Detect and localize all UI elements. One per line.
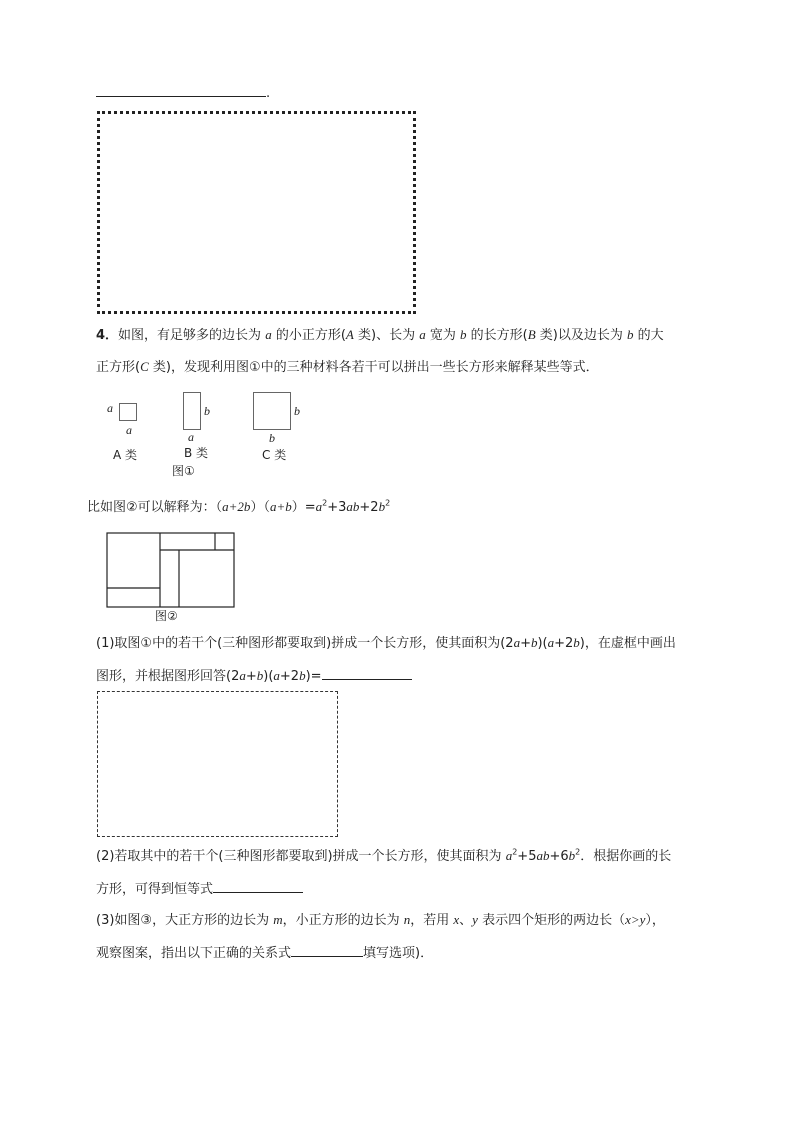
text: ）=: [291, 500, 316, 515]
square-c: [253, 392, 291, 430]
var: b: [626, 327, 634, 342]
example-line: [87, 497, 390, 518]
label-c-side: b: [294, 404, 300, 418]
part1-line2: [96, 665, 412, 687]
q4-line1: [96, 325, 664, 346]
var: ab: [536, 848, 550, 863]
var: a: [513, 635, 521, 650]
part2-line1: [96, 846, 671, 867]
text: 类)，发现利用图①中的三种材料各若干可以拼出一些长方形来解释某些等式．: [148, 360, 599, 375]
var: x>y: [625, 912, 646, 927]
var: x: [453, 912, 460, 927]
exponent: 2: [512, 847, 518, 857]
var: b: [530, 635, 538, 650]
text: 比如图②可以解释为：（: [87, 500, 223, 515]
expr: a: [315, 499, 323, 514]
text: 填写选项)．: [363, 946, 434, 961]
figure-1-title: 图①: [172, 464, 195, 478]
text: +: [245, 669, 257, 684]
var: b: [299, 668, 306, 683]
part1-line1: [96, 633, 676, 654]
var: a: [239, 668, 246, 683]
text: (2)若取其中的若干个(三种图形都要取到)拼成一个长方形，使其面积为: [96, 849, 506, 864]
expr: a+2b: [222, 499, 251, 514]
part2-answer-blank[interactable]: [213, 878, 303, 893]
text: )，在虚框中画出: [579, 636, 676, 651]
text: )(: [263, 669, 274, 684]
part2-line2: [96, 878, 303, 900]
label-b-bottom: a: [188, 430, 194, 444]
var: y: [472, 912, 478, 927]
text: ，若用: [410, 913, 454, 928]
text: +5: [517, 849, 537, 864]
text: )=: [305, 669, 322, 684]
label-b-side: b: [204, 404, 210, 418]
caption-b: B 类: [184, 446, 209, 460]
var: a: [547, 635, 555, 650]
exponent: 2: [575, 847, 581, 857]
figure-2-diagram: [106, 532, 236, 610]
label-a-side: a: [107, 401, 113, 415]
var: B: [527, 327, 536, 342]
text: 表示四个矩形的两边长（: [477, 913, 626, 928]
text: ，小正方形的边长为: [282, 913, 404, 928]
var: n: [403, 912, 411, 927]
exponent: 2: [322, 498, 328, 508]
drawing-box-dashed[interactable]: [97, 691, 338, 837]
caption-a: A 类: [113, 448, 138, 462]
var: b: [256, 668, 264, 683]
text: ．根据你画的长: [580, 849, 672, 864]
text: ）（: [250, 500, 270, 515]
text: )(: [537, 636, 548, 651]
answer-blank[interactable]: [96, 82, 266, 97]
end-mark: .: [266, 86, 271, 101]
text: 观察图案，指出以下正确的关系式: [96, 946, 292, 961]
top-answer-line: [96, 82, 270, 104]
text: +2: [554, 636, 574, 651]
text: ），: [645, 913, 665, 928]
figure-2-title: 图②: [155, 609, 178, 623]
text: +3: [327, 500, 347, 515]
expr: a+b: [269, 499, 292, 514]
text: 宽为: [425, 328, 460, 343]
var: b: [568, 848, 576, 863]
text: 类)以及边长为: [535, 328, 627, 343]
text: +: [520, 636, 531, 651]
text: 、: [459, 913, 473, 928]
square-a: [119, 403, 137, 421]
var: b: [459, 327, 467, 342]
text: 图形，并根据图形回答(2: [96, 669, 240, 684]
text: 的小正方形(: [271, 328, 346, 343]
text: 类)、长为: [353, 328, 420, 343]
q4-line2: [96, 357, 599, 378]
var: m: [273, 912, 283, 927]
var: a: [419, 327, 426, 342]
part3-line2: [96, 942, 433, 964]
text: 的长方形(: [466, 328, 528, 343]
text: (3)如图③，大正方形的边长为: [96, 913, 274, 928]
part1-answer-blank[interactable]: [322, 665, 412, 680]
exponent: 2: [385, 498, 391, 508]
text: 如图，有足够多的边长为: [118, 328, 266, 343]
var: C: [140, 359, 149, 374]
text: +2: [279, 669, 300, 684]
part3-line1: [96, 910, 665, 931]
var: A: [345, 327, 354, 342]
label-a-bottom: a: [126, 423, 132, 437]
q4-number: 4．: [96, 328, 119, 343]
part3-answer-blank[interactable]: [291, 942, 363, 957]
text: (1)取图①中的若干个(三种图形都要取到)拼成一个长方形，使其面积为(2: [96, 636, 514, 651]
caption-c: C 类: [262, 448, 287, 462]
var: b: [573, 635, 580, 650]
drawing-box-dotted[interactable]: [97, 111, 416, 314]
var: a: [265, 327, 272, 342]
var: a: [505, 848, 513, 863]
text: 的大: [633, 328, 664, 343]
expr: ab: [346, 499, 360, 514]
text: +2: [359, 500, 379, 515]
text: 正方形(: [96, 360, 141, 375]
label-c-bottom: b: [269, 431, 275, 445]
rect-b: [183, 392, 201, 430]
expr: b: [378, 499, 386, 514]
text: +6: [549, 849, 569, 864]
var: a: [273, 668, 280, 683]
text: 方形，可得到恒等式: [96, 882, 214, 897]
